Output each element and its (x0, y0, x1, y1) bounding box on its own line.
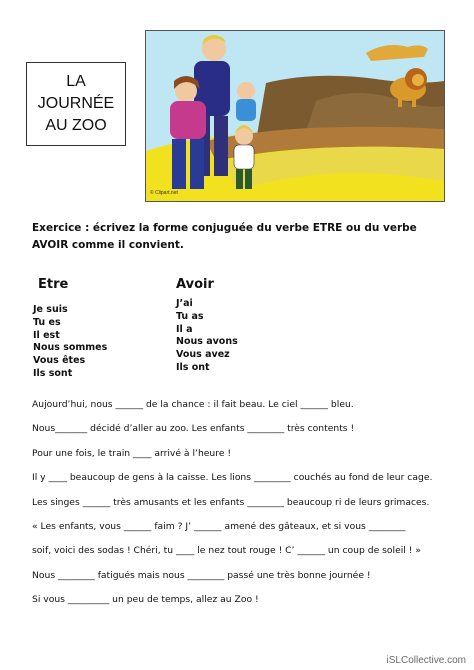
etre-form: Ils sont (33, 367, 73, 379)
etre-heading: Etre (38, 277, 69, 292)
exercise-instruction: Exercice : écrivez la forme conjuguée du verbe ETRE ou du verbe AVOIR comme il convient. (32, 222, 417, 251)
avoir-form: J’ai (176, 298, 193, 309)
footer-watermark: iSLCollective.com (386, 655, 466, 666)
avoir-form: Vous avez (176, 349, 230, 361)
exercise-sentence: Pour une fois, le train ____ arrivé à l’heure ! (32, 447, 232, 459)
etre-conjugation-list (33, 304, 107, 381)
avoir-form: Ils ont (176, 361, 210, 373)
exercise-sentence: « Les enfants, vous ______ faim ? J’ ______ amené des gâteaux, et si vous ________ (32, 520, 406, 532)
exercise-sentence: Si vous _________ un peu de temps, allez au Zoo ! (32, 594, 259, 606)
etre-form: Vous êtes (33, 355, 86, 367)
exercise-sentence: Aujourd’hui, nous ______ de la chance : il fait beau. Le ciel ______ bleu. (32, 399, 354, 410)
illustration-copyright: © Clipart.net (150, 190, 178, 196)
title-box (26, 62, 126, 146)
etre-form: Il est (33, 329, 60, 341)
exercise-sentences (32, 399, 452, 619)
avoir-form: Tu as (176, 310, 204, 322)
exercise-sentence: Nous ________ fatigués mais nous ________ passé une très bonne journée ! (32, 569, 371, 581)
exercise-sentence: Les singes ______ très amusants et les enfants ________ beaucoup ri de leurs grimaces. (32, 496, 430, 508)
etre-form: Tu es (33, 316, 61, 328)
title-line-1: LA (66, 73, 86, 90)
title-line-2: JOURNÉE (37, 95, 115, 112)
title-line-3: AU ZOO (45, 117, 107, 134)
avoir-form: Nous avons (176, 336, 238, 348)
exercise-sentence: soif, voici des sodas ! Chéri, tu ____ le nez tout rouge ! C’ ______ un coup de soleil ! » (32, 545, 422, 557)
zoo-illustration (145, 30, 445, 202)
etre-form: Nous sommes (33, 342, 108, 354)
avoir-form: Il a (176, 323, 193, 335)
avoir-heading: Avoir (176, 277, 214, 292)
exercise-sentence: Nous_______ décidé d’aller au zoo. Les enfants ________ très contents ! (32, 423, 355, 435)
exercise-sentence: Il y ____ beaucoup de gens à la caisse. Les lions ________ couchés au fond de leur cage. (32, 472, 433, 484)
etre-form: Je suis (33, 304, 68, 315)
avoir-conjugation-list (176, 298, 238, 375)
